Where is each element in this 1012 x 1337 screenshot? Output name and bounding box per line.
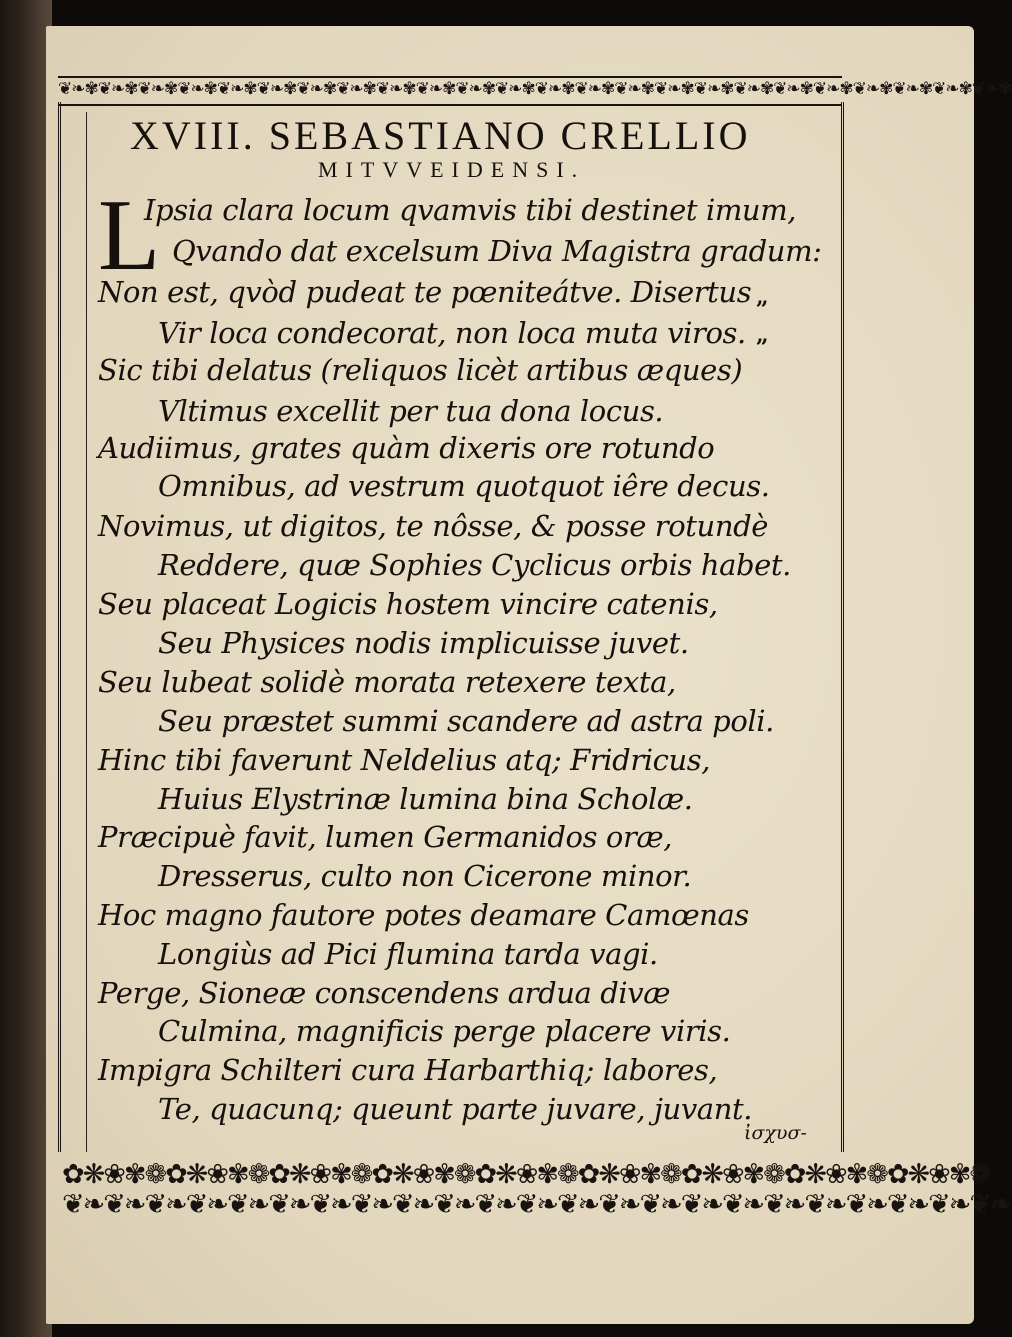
bottom-ornament-row-1: ✿❋❀✾❁✿❋❀✾❁✿❋❀✾❁✿❋❀✾❁✿❋❀✾❁✿❋❀✾❁✿❋❀✾❁✿❋❀✾❁✿❋❀✾❁ [62, 1159, 991, 1190]
verse-line-10: Reddere, quæ Sophies Cyclicus orbis habet. [158, 548, 791, 582]
verse-line-12: Seu Physices nodis implicuisse juvet. [158, 626, 689, 660]
verse-line-7: Audiimus, grates quàm dixeris ore rotundo [98, 431, 715, 465]
catchword: ἰσχυσ- [744, 1122, 807, 1144]
verse-line-6: Vltimus excellit per tua dona locus. [158, 394, 664, 428]
verse-line-11: Seu placeat Logicis hostem vincire catenis, [98, 587, 718, 621]
drop-cap: L [98, 179, 161, 292]
poem-heading: XVIII. SEBASTIANO CRELLIO [130, 113, 751, 158]
top-ornament-pattern: ❦❧✾❦❧✾❦❧✾❦❧✾❦❧✾❦❧✾❦❧✾❦❧✾❦❧✾❦❧✾❦❧✾❦❧✾❦❧✾❦❧✾❦❧✾❦❧✾❦❧✾❦❧✾❦❧✾❦❧✾❦❧✾❦❧✾❦❧✾❦❧✾ [58, 79, 1012, 99]
verse-line-19: Hoc magno fautore potes deamare Camœnas [98, 898, 749, 932]
verse-line-22: Culmina, magnificis perge placere viris. [158, 1014, 731, 1048]
verse-line-13: Seu lubeat solidè morata retexere texta, [98, 665, 676, 699]
verse-line-14: Seu præstet summi scandere ad astra poli. [158, 704, 774, 738]
quote-mark-1: „ [756, 284, 769, 310]
book-binding [0, 0, 52, 1337]
quote-mark-2: „ [756, 322, 769, 348]
verse-line-17: Præcipuè favit, lumen Germanidos oræ, [98, 820, 673, 854]
verse-line-9: Novimus, ut digitos, te nôsse, & posse rotundè [98, 509, 769, 543]
verse-line-3: Non est, qvòd pudeat te pœniteátve. Disertus [98, 275, 752, 309]
verse-line-5: Sic tibi delatus (reliquos licèt artibus æques) [98, 353, 743, 387]
bottom-ornament-row-2: ❦❧❦❧❦❧❦❧❦❧❦❧❦❧❦❧❦❧❦❧❦❧❦❧❦❧❦❧❦❧❦❧❦❧❦❧❦❧❦❧❦❧❦❧❦❧ [62, 1189, 1011, 1220]
verse-line-15: Hinc tibi faverunt Neldelius atq; Fridricus, [98, 743, 711, 777]
poem-subheading: MITVVEIDENSI. [318, 157, 586, 182]
verse-line-24: Te, quacunq; queunt parte juvare, juvant. [158, 1092, 753, 1126]
verse-line-8: Omnibus, ad vestrum quotquot iêre decus. [158, 469, 770, 503]
verse-line-21: Perge, Sioneæ conscendens ardua divæ [98, 976, 671, 1010]
bottom-ornament-band [62, 1159, 1011, 1222]
verse-line-23: Impigra Schilteri cura Harbarthiq; labores, [98, 1053, 718, 1087]
verse-line-2: Qvando dat excelsum Diva Magistra gradum: [172, 234, 822, 268]
verse-line-4: Vir loca condecorat, non loca muta viros. [158, 316, 746, 350]
verse-line-20: Longiùs ad Pici flumina tarda vagi. [158, 937, 658, 971]
verse-line-16: Huius Elystrinæ lumina bina Scholæ. [158, 782, 693, 816]
verse-line-1: Ipsia clara locum qvamvis tibi destinet imum, [144, 193, 797, 227]
verse-line-18: Dresserus, culto non Cicerone minor. [158, 859, 692, 893]
